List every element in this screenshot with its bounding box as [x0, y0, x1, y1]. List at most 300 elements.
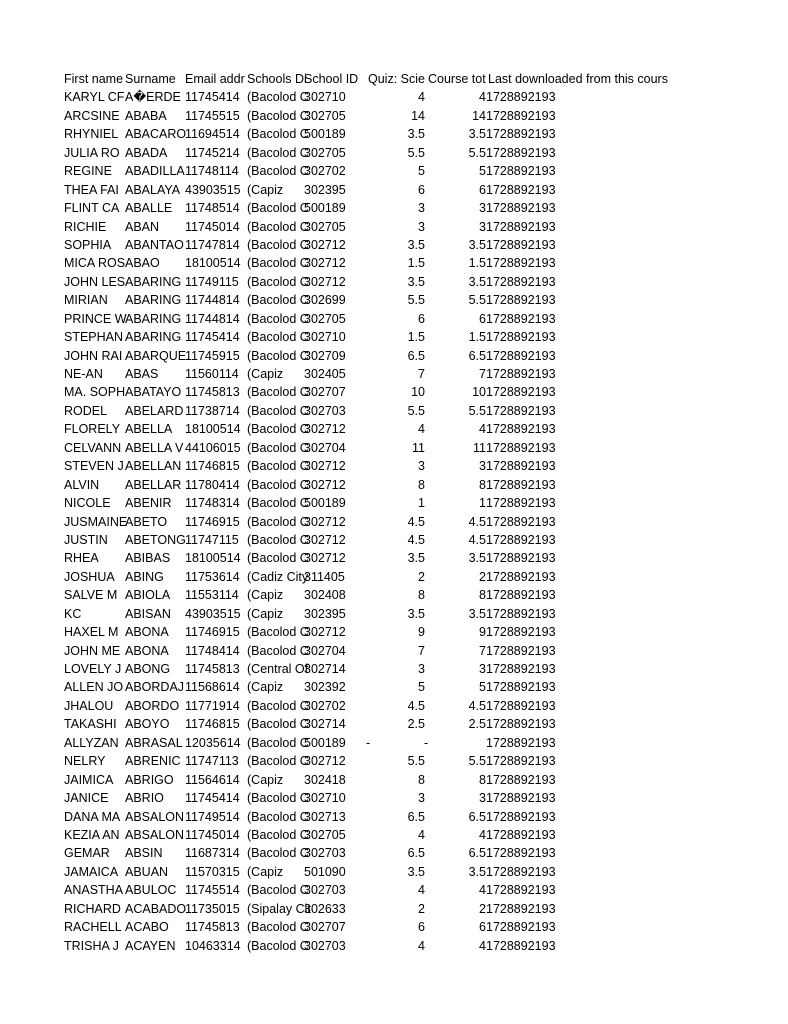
header-course-total[interactable]: Course tot [428, 72, 486, 86]
cell-last-downloaded[interactable]: 1728892193 [486, 385, 556, 400]
cell-surname[interactable]: ABANTAO [125, 237, 184, 252]
cell-first-name[interactable]: ALLEN JO [64, 680, 124, 695]
cell-schools-division[interactable]: (Bacolod C [247, 459, 309, 474]
cell-course-total[interactable]: 4 [479, 883, 486, 898]
cell-quiz-score[interactable]: 2.5 [407, 717, 425, 732]
cell-email[interactable]: 11568614 [185, 680, 240, 695]
cell-course-total[interactable]: 4 [479, 90, 486, 105]
cell-email[interactable]: 18100514 [185, 551, 241, 566]
cell-quiz-score[interactable]: 3.5 [407, 606, 425, 621]
cell-email[interactable]: 11744814 [185, 293, 240, 308]
cell-last-downloaded[interactable]: 1728892193 [486, 459, 556, 474]
cell-course-total[interactable]: 11 [473, 440, 486, 455]
cell-last-downloaded[interactable]: 1728892193 [486, 145, 556, 160]
cell-first-name[interactable]: FLINT CA [64, 201, 120, 216]
cell-surname[interactable]: ABARQUE [125, 348, 187, 363]
cell-quiz-score[interactable]: 3 [418, 201, 425, 216]
cell-email[interactable]: 43903515 [185, 606, 241, 621]
cell-quiz-score[interactable]: 4.5 [407, 698, 425, 713]
cell-course-total[interactable]: 10 [472, 385, 486, 400]
cell-schools-division[interactable]: (Bacolod C [247, 274, 309, 289]
cell-course-total[interactable]: 8 [479, 588, 486, 603]
cell-schools-division[interactable]: (Bacolod C [247, 920, 309, 935]
cell-school-id[interactable]: 302633 [304, 901, 346, 916]
cell-quiz-score[interactable]: 4 [418, 90, 425, 105]
cell-email[interactable]: 11748514 [185, 201, 240, 216]
cell-school-id[interactable]: 500189 [304, 127, 346, 142]
cell-schools-division[interactable]: (Bacolod C [247, 938, 309, 953]
cell-surname[interactable]: ABUAN [125, 864, 169, 879]
cell-course-total[interactable]: 1.5 [468, 330, 486, 345]
cell-quiz-score[interactable]: 6.5 [407, 348, 425, 363]
cell-last-downloaded[interactable]: 1728892193 [486, 662, 556, 676]
cell-last-downloaded[interactable]: 1728892193 [486, 532, 556, 547]
cell-course-total[interactable]: 3.5 [468, 864, 486, 879]
cell-course-total[interactable]: 8 [479, 477, 486, 492]
cell-surname[interactable]: ABAS [125, 367, 159, 381]
cell-surname[interactable]: ABORDAJ [125, 680, 185, 695]
cell-course-total[interactable]: 1.5 [468, 256, 486, 271]
cell-surname[interactable]: ABARING [125, 330, 182, 345]
cell-email[interactable]: 11748414 [185, 643, 240, 658]
cell-course-total[interactable]: 3.5 [468, 127, 486, 142]
cell-surname[interactable]: ABABA [125, 108, 167, 123]
cell-first-name[interactable]: REGINE [64, 164, 112, 179]
cell-course-total[interactable]: 4.5 [468, 532, 486, 547]
cell-school-id[interactable]: 302703 [304, 846, 346, 861]
cell-schools-division[interactable]: (Central Of [247, 662, 309, 676]
cell-surname[interactable]: ABALLE [125, 201, 173, 216]
cell-last-downloaded[interactable]: 1728892193 [486, 883, 556, 898]
cell-first-name[interactable]: JANICE [64, 791, 109, 806]
cell-quiz-score[interactable]: 3.5 [407, 274, 425, 289]
cell-course-total[interactable]: 6 [479, 311, 486, 326]
cell-course-total[interactable]: 2.5 [468, 717, 486, 732]
cell-quiz-score[interactable]: 14 [411, 108, 425, 123]
cell-email[interactable]: 11753614 [185, 569, 240, 584]
cell-last-downloaded[interactable]: 1728892193 [486, 256, 556, 271]
cell-surname[interactable]: ABISAN [125, 606, 171, 621]
cell-course-total[interactable]: 9 [479, 625, 486, 640]
cell-quiz-score[interactable]: 3 [418, 791, 425, 806]
cell-last-downloaded[interactable]: 1728892193 [486, 606, 556, 621]
cell-last-downloaded[interactable]: 1728892193 [486, 90, 556, 105]
cell-quiz-score[interactable]: 5 [418, 680, 425, 695]
cell-schools-division[interactable]: (Bacolod C [247, 698, 309, 713]
cell-last-downloaded[interactable]: 1728892193 [486, 237, 556, 252]
cell-schools-division[interactable]: (Bacolod C [247, 551, 309, 566]
cell-schools-division[interactable]: (Bacolod C [247, 403, 309, 418]
cell-email[interactable]: 11687314 [185, 846, 240, 861]
cell-email[interactable]: 18100514 [185, 422, 241, 437]
cell-surname[interactable]: ABELLA [125, 422, 173, 437]
cell-schools-division[interactable]: (Bacolod C [247, 256, 309, 271]
cell-last-downloaded[interactable]: 1728892193 [486, 274, 556, 289]
cell-email[interactable]: 11553114 [185, 588, 239, 603]
cell-last-downloaded[interactable]: 1728892193 [486, 551, 556, 566]
cell-schools-division[interactable]: (Capiz [247, 864, 284, 879]
cell-last-downloaded[interactable]: 1728892193 [486, 201, 556, 216]
cell-last-downloaded[interactable]: 1728892193 [486, 514, 556, 529]
cell-school-id[interactable]: 302392 [304, 680, 346, 695]
cell-quiz-score[interactable]: 6 [418, 920, 425, 935]
cell-school-id[interactable]: 302395 [304, 606, 346, 621]
cell-first-name[interactable]: CELVANN [64, 440, 122, 455]
cell-course-total[interactable]: 1 [479, 496, 486, 511]
cell-schools-division[interactable]: (Bacolod C [247, 809, 309, 824]
cell-first-name[interactable]: MA. SOPH [64, 385, 126, 400]
cell-last-downloaded[interactable]: 1728892193 [486, 827, 556, 842]
cell-surname[interactable]: ABELARD [125, 403, 184, 418]
cell-schools-division[interactable]: (Bacolod C [247, 311, 309, 326]
cell-first-name[interactable]: JOHN ME [64, 643, 121, 658]
cell-school-id[interactable]: 302712 [304, 514, 346, 529]
cell-course-total[interactable]: 4.5 [468, 698, 486, 713]
cell-surname[interactable]: ABADA [125, 145, 168, 160]
cell-quiz-score[interactable]: 6 [418, 182, 425, 197]
cell-quiz-score[interactable]: 5 [418, 164, 425, 179]
cell-last-downloaded[interactable]: 1728892193 [486, 698, 556, 713]
cell-school-id[interactable]: 302707 [304, 920, 346, 935]
cell-surname[interactable]: ABULOC [125, 883, 177, 898]
header-email[interactable]: Email addr [185, 72, 245, 86]
header-school-id[interactable]: School ID [304, 72, 359, 86]
cell-last-downloaded[interactable]: 1728892193 [486, 920, 556, 935]
cell-school-id[interactable]: 302712 [304, 477, 346, 492]
cell-schools-division[interactable]: (Bacolod C [247, 385, 309, 400]
cell-course-total[interactable]: 3.5 [468, 606, 486, 621]
cell-surname[interactable]: ABATAYO [125, 385, 182, 400]
cell-first-name[interactable]: JOSHUA [64, 569, 115, 584]
cell-school-id[interactable]: 302712 [304, 422, 346, 437]
cell-first-name[interactable]: RICHIE [64, 219, 107, 234]
cell-email[interactable]: 11735015 [185, 901, 240, 916]
cell-course-total[interactable]: 4 [479, 938, 486, 953]
cell-first-name[interactable]: ANASTHA [64, 883, 124, 898]
cell-email[interactable]: 11570315 [185, 864, 240, 879]
cell-surname[interactable]: ABADILLA [125, 164, 185, 179]
cell-course-total[interactable]: 2 [479, 569, 486, 584]
cell-email[interactable]: 11745014 [185, 219, 240, 234]
cell-course-total[interactable]: 3.5 [468, 237, 486, 252]
cell-email[interactable]: 11748314 [185, 496, 240, 511]
cell-last-downloaded[interactable]: 1728892193 [486, 293, 556, 308]
cell-first-name[interactable]: JUSTIN [64, 532, 108, 547]
cell-course-total[interactable]: 4 [479, 827, 486, 842]
cell-first-name[interactable]: NICOLE [64, 496, 111, 511]
cell-course-total[interactable]: 4.5 [468, 514, 486, 529]
cell-last-downloaded[interactable]: 1728892193 [486, 367, 556, 381]
cell-quiz-score[interactable]: 5.5 [407, 754, 425, 769]
cell-course-total[interactable]: 5.5 [468, 754, 486, 769]
cell-email[interactable]: 11745414 [185, 90, 240, 105]
cell-quiz-score[interactable]: 8 [418, 477, 425, 492]
cell-first-name[interactable]: JOHN LES [64, 274, 126, 289]
cell-email[interactable]: 11560114 [185, 367, 239, 381]
cell-email[interactable]: 43903515 [185, 182, 241, 197]
cell-school-id[interactable]: 302713 [304, 809, 346, 824]
cell-course-total[interactable]: 2 [479, 901, 486, 916]
cell-school-id[interactable]: 302707 [304, 385, 346, 400]
cell-first-name[interactable]: RICHARD [64, 901, 121, 916]
cell-last-downloaded[interactable]: 1728892193 [486, 440, 556, 455]
cell-surname[interactable]: ABSIN [125, 846, 163, 861]
cell-quiz-score[interactable]: 2 [418, 901, 425, 916]
cell-first-name[interactable]: RODEL [64, 403, 108, 418]
cell-last-downloaded[interactable]: 1728892193 [486, 754, 556, 769]
cell-surname[interactable]: ABACARO [125, 127, 187, 142]
cell-last-downloaded[interactable]: 1728892193 [486, 901, 556, 916]
cell-email[interactable]: 12035614 [185, 735, 241, 750]
cell-email[interactable]: 11745915 [185, 348, 240, 363]
cell-course-total[interactable]: - [424, 735, 429, 750]
cell-surname[interactable]: ABOYO [125, 717, 170, 732]
header-surname[interactable]: Surname [125, 72, 176, 86]
cell-last-downloaded[interactable]: 1728892193 [486, 348, 556, 363]
cell-last-downloaded[interactable]: 1728892193 [486, 680, 556, 695]
cell-quiz-score[interactable]: 4.5 [407, 532, 425, 547]
cell-school-id[interactable]: 302704 [304, 440, 346, 455]
cell-first-name[interactable]: KC [64, 606, 82, 621]
cell-course-total[interactable]: 5 [479, 164, 486, 179]
cell-schools-division[interactable]: (Bacolod C [247, 164, 309, 179]
cell-schools-division[interactable]: (Capiz [247, 367, 284, 381]
cell-school-id[interactable]: 302710 [304, 330, 346, 345]
cell-last-downloaded[interactable]: 1728892193 [486, 311, 556, 326]
cell-first-name[interactable]: STEVEN J [64, 459, 124, 474]
cell-first-name[interactable]: JOHN RAI [64, 348, 123, 363]
cell-email[interactable]: 11747113 [185, 754, 239, 769]
cell-school-id[interactable]: 302712 [304, 237, 346, 252]
cell-course-total[interactable]: 6.5 [468, 348, 486, 363]
cell-course-total[interactable]: 7 [479, 367, 486, 381]
cell-course-total[interactable]: 3.5 [468, 551, 486, 566]
cell-email[interactable]: 11747814 [185, 237, 240, 252]
cell-email[interactable]: 11745414 [185, 791, 240, 806]
cell-last-downloaded[interactable]: 1728892193 [486, 403, 556, 418]
cell-quiz-score[interactable]: 2 [418, 569, 425, 584]
cell-quiz-score[interactable]: 11 [412, 440, 425, 455]
cell-quiz-score[interactable]: 4 [418, 883, 425, 898]
cell-first-name[interactable]: KEZIA AN [64, 827, 120, 842]
cell-quiz-score[interactable]: 10 [411, 385, 425, 400]
cell-schools-division[interactable]: (Bacolod C [247, 440, 309, 455]
cell-school-id[interactable]: 302408 [304, 588, 346, 603]
cell-last-downloaded[interactable]: 1728892193 [486, 717, 556, 732]
cell-quiz-score[interactable]: 1 [418, 496, 425, 511]
cell-course-total[interactable]: 6 [479, 182, 486, 197]
cell-first-name[interactable]: LOVELY J [64, 662, 122, 676]
cell-schools-division[interactable]: (Bacolod C [247, 219, 309, 234]
cell-school-id[interactable]: 302710 [304, 791, 346, 806]
cell-course-total[interactable]: 6 [479, 920, 486, 935]
cell-quiz-score[interactable]: 1.5 [407, 330, 425, 345]
cell-email[interactable]: 11745813 [185, 920, 240, 935]
cell-quiz-score[interactable]: 4 [418, 938, 425, 953]
cell-last-downloaded[interactable]: 1728892193 [486, 735, 556, 750]
cell-surname[interactable]: ABARING [125, 293, 182, 308]
cell-first-name[interactable]: JAMAICA [64, 864, 119, 879]
cell-first-name[interactable]: RHEA [64, 551, 99, 566]
cell-quiz-score[interactable]: 3.5 [407, 551, 425, 566]
cell-course-total[interactable]: 14 [472, 108, 486, 123]
cell-schools-division[interactable]: (Bacolod C [247, 883, 309, 898]
cell-schools-division[interactable]: (Sipalay Cit [247, 901, 311, 916]
cell-school-id[interactable]: 302405 [304, 367, 346, 381]
cell-last-downloaded[interactable]: 1728892193 [486, 846, 556, 861]
cell-email[interactable]: 11694514 [185, 127, 240, 142]
cell-email[interactable]: 11745515 [185, 108, 240, 123]
cell-surname[interactable]: ABRENIC [125, 754, 181, 769]
cell-email[interactable]: 18100514 [185, 256, 241, 271]
cell-course-total[interactable]: 3.5 [468, 274, 486, 289]
cell-last-downloaded[interactable]: 1728892193 [486, 422, 556, 437]
cell-schools-division[interactable]: (Bacolod C [247, 625, 309, 640]
cell-school-id[interactable]: 302704 [304, 643, 346, 658]
cell-schools-division[interactable]: (Bacolod C [247, 735, 309, 750]
cell-schools-division[interactable]: (Bacolod C [247, 201, 309, 216]
cell-email[interactable]: 11749115 [185, 274, 239, 289]
cell-course-total[interactable]: 3 [479, 201, 486, 216]
cell-course-total[interactable]: 5 [479, 680, 486, 695]
cell-quiz-score[interactable]: 5.5 [407, 145, 425, 160]
cell-quiz-score[interactable]: 4.5 [407, 514, 425, 529]
cell-course-total[interactable]: 6.5 [468, 809, 486, 824]
cell-surname[interactable]: ABONA [125, 625, 169, 640]
cell-schools-division[interactable]: (Bacolod C [247, 330, 309, 345]
cell-school-id[interactable]: 302699 [304, 293, 346, 308]
cell-schools-division[interactable]: (Bacolod C [247, 348, 309, 363]
cell-surname[interactable]: ABING [125, 569, 164, 584]
cell-surname[interactable]: ABARING [125, 274, 182, 289]
cell-first-name[interactable]: JHALOU [64, 698, 114, 713]
cell-schools-division[interactable]: (Bacolod C [247, 108, 309, 123]
cell-last-downloaded[interactable]: 1728892193 [486, 219, 556, 234]
cell-first-name[interactable]: JAIMICA [64, 772, 114, 787]
cell-first-name[interactable]: TRISHA J [64, 938, 119, 953]
cell-schools-division[interactable]: (Bacolod C [247, 643, 309, 658]
cell-surname[interactable]: ABSALON [125, 827, 185, 842]
cell-school-id[interactable]: 500189 [304, 496, 346, 511]
cell-email[interactable]: 11746915 [185, 625, 240, 640]
cell-email[interactable]: 11738714 [185, 403, 240, 418]
cell-first-name[interactable]: STEPHAN [64, 330, 124, 345]
cell-last-downloaded[interactable]: 1728892193 [486, 625, 556, 640]
cell-quiz-score[interactable]: 3.5 [407, 864, 425, 879]
cell-first-name[interactable]: MIRIAN [64, 293, 108, 308]
cell-email[interactable]: 11745813 [185, 385, 240, 400]
header-schools-division[interactable]: Schools Di [247, 72, 307, 86]
cell-first-name[interactable]: GEMAR [64, 846, 110, 861]
cell-schools-division[interactable]: (Capiz [247, 680, 284, 695]
cell-first-name[interactable]: SOPHIA [64, 237, 112, 252]
cell-course-total[interactable]: 3 [479, 459, 486, 474]
cell-schools-division[interactable]: (Bacolod C [247, 532, 309, 547]
cell-first-name[interactable]: FLORELY [64, 422, 121, 437]
cell-school-id[interactable]: 500189 [304, 735, 346, 750]
cell-last-downloaded[interactable]: 1728892193 [486, 108, 556, 123]
cell-course-total[interactable]: 8 [479, 772, 486, 787]
header-first-name[interactable]: First name [64, 72, 124, 86]
cell-surname[interactable]: A�ERDE [125, 90, 181, 105]
cell-school-id[interactable]: 302712 [304, 532, 346, 547]
cell-surname[interactable]: ACABADO [125, 901, 187, 916]
cell-surname[interactable]: ABALAYA [125, 182, 181, 197]
cell-last-downloaded[interactable]: 1728892193 [486, 330, 556, 345]
cell-quiz-score[interactable]: 3 [418, 459, 425, 474]
cell-surname[interactable]: ABELLA V [125, 440, 184, 455]
cell-course-total[interactable]: 3 [479, 662, 486, 676]
cell-quiz-score[interactable]: 7 [418, 367, 425, 381]
cell-quiz-score[interactable]: 8 [418, 588, 425, 603]
cell-surname[interactable]: ABRASAL [125, 735, 183, 750]
cell-first-name[interactable]: JUSMAINE [64, 514, 128, 529]
cell-school-id[interactable]: 302709 [304, 348, 346, 363]
cell-school-id[interactable]: 302703 [304, 938, 346, 953]
cell-email[interactable]: 11564614 [185, 772, 240, 787]
cell-email[interactable]: 11746815 [185, 717, 240, 732]
cell-school-id[interactable]: 302702 [304, 164, 346, 179]
cell-school-id[interactable]: 302710 [304, 90, 346, 105]
cell-quiz-score[interactable]: 6 [418, 311, 425, 326]
cell-last-downloaded[interactable]: 1728892193 [486, 809, 556, 824]
cell-schools-division[interactable]: (Bacolod C [247, 496, 309, 511]
cell-first-name[interactable]: RHYNIEL [64, 127, 119, 142]
cell-surname[interactable]: ABAN [125, 219, 160, 234]
cell-schools-division[interactable]: (Bacolod C [247, 237, 309, 252]
cell-last-downloaded[interactable]: 1728892193 [486, 791, 556, 806]
cell-schools-division[interactable]: (Bacolod C [247, 477, 309, 492]
cell-email[interactable]: 11745014 [185, 827, 240, 842]
cell-schools-division[interactable]: (Bacolod C [247, 514, 309, 529]
cell-surname[interactable]: ABAO [125, 256, 160, 271]
cell-school-id[interactable]: 500189 [304, 201, 346, 216]
cell-quiz-score[interactable]: 3.5 [407, 127, 425, 142]
cell-schools-division[interactable]: (Capiz [247, 588, 284, 603]
cell-email[interactable]: 10463314 [185, 938, 241, 953]
cell-surname[interactable]: ABETONG [125, 532, 186, 547]
cell-school-id[interactable]: 501090 [304, 864, 346, 879]
cell-quiz-score[interactable]: 3 [418, 662, 425, 676]
cell-first-name[interactable]: THEA FAI [64, 182, 119, 197]
cell-schools-division[interactable]: (Bacolod C [247, 717, 309, 732]
cell-first-name[interactable]: ALVIN [64, 477, 100, 492]
cell-schools-division[interactable]: (Cadiz City [247, 569, 309, 584]
cell-school-id[interactable]: 302712 [304, 754, 346, 769]
cell-schools-division[interactable]: (Bacolod C [247, 754, 309, 769]
cell-surname[interactable]: ABETO [125, 514, 168, 529]
cell-quiz-score[interactable]: 5.5 [407, 293, 425, 308]
cell-surname[interactable]: ABIBAS [125, 551, 171, 566]
cell-last-downloaded[interactable]: 1728892193 [486, 127, 556, 142]
cell-school-id[interactable]: 302705 [304, 145, 346, 160]
cell-email[interactable]: 11746915 [185, 514, 240, 529]
cell-school-id[interactable]: 302712 [304, 551, 346, 566]
cell-quiz-score[interactable]: 1.5 [407, 256, 425, 271]
cell-first-name[interactable]: ARCSINE [64, 108, 120, 123]
cell-schools-division[interactable]: (Bacolod C [247, 422, 309, 437]
cell-course-total[interactable]: 6.5 [468, 846, 486, 861]
cell-quiz-score[interactable]: 5.5 [407, 403, 425, 418]
cell-first-name[interactable]: KARYL CF [64, 90, 125, 105]
cell-email[interactable]: 11780414 [185, 477, 240, 492]
cell-first-name[interactable]: NE-AN [64, 367, 103, 381]
cell-schools-division[interactable]: (Capiz [247, 606, 284, 621]
cell-course-total[interactable]: 3 [479, 219, 486, 234]
cell-last-downloaded[interactable]: 1728892193 [486, 569, 556, 584]
cell-school-id[interactable]: 302705 [304, 219, 346, 234]
cell-email[interactable]: 11744814 [185, 311, 240, 326]
